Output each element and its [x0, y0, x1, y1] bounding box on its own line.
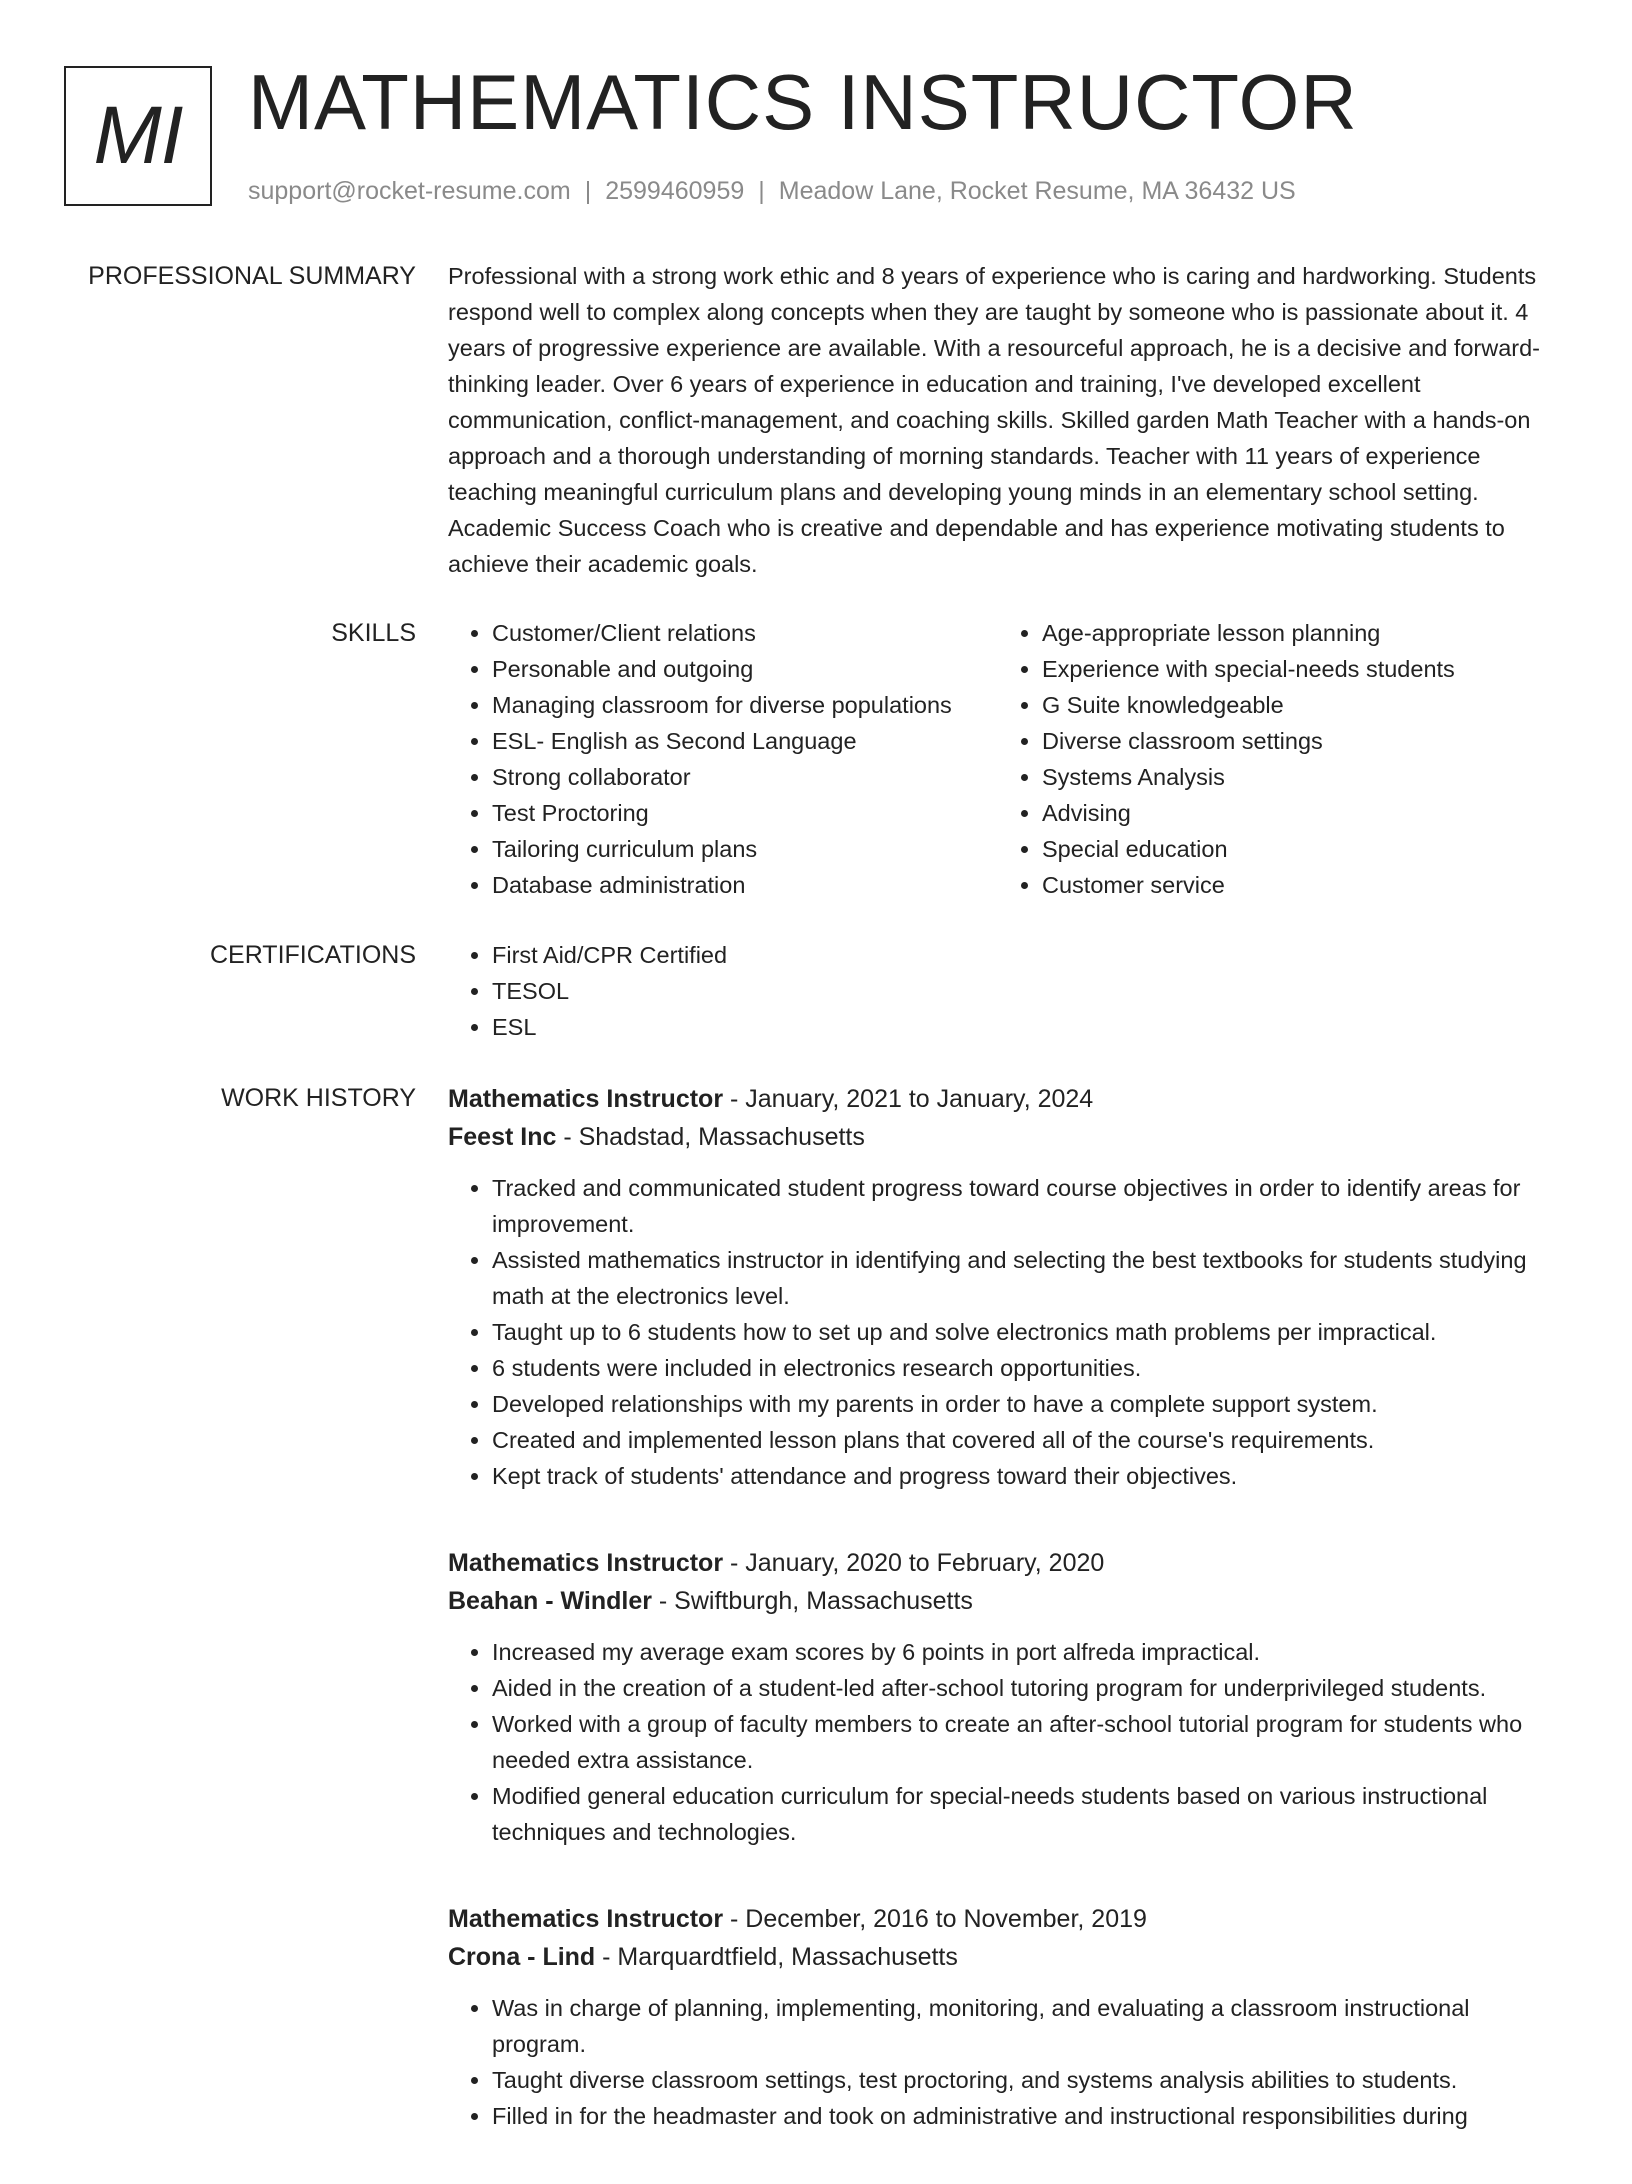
job-title-line: [448, 1544, 1566, 1582]
job-dates: - January, 2020 to February, 2020: [723, 1549, 1105, 1577]
contact-address: Meadow Lane, Rocket Resume, MA 36432 US: [778, 177, 1296, 205]
skill-item: • Customer/Client relations: [492, 615, 998, 651]
job-duty-item: • Filled in for the headmaster and took on administrative and instructional responsibilities during: [492, 2098, 1566, 2134]
contact-line: [248, 174, 1296, 208]
skill-item: • G Suite knowledgeable: [1042, 687, 1602, 723]
skill-item: • Test Proctoring: [492, 795, 998, 831]
contact-separator: |: [584, 177, 592, 205]
job-company-line: [448, 1118, 1566, 1156]
job-location: - Marquardtfield, Massachusetts: [595, 1943, 958, 1971]
job-duty-item: • Worked with a group of faculty members to create an after-school tutorial program for students who needed extra assistance.: [492, 1706, 1566, 1778]
work-history-body: [448, 1080, 1566, 2184]
skill-item: • Personable and outgoing: [492, 651, 998, 687]
skill-item: • Systems Analysis: [1042, 759, 1602, 795]
job-duty-item: • Assisted mathematics instructor in identifying and selecting the best textbooks for students studying math at the electronics level.: [492, 1242, 1566, 1314]
job-duties-list: [448, 1634, 1566, 1850]
job-duty-item: • Tracked and communicated student progress toward course objectives in order to identify areas for improvement.: [492, 1170, 1566, 1242]
skill-item: • Managing classroom for diverse populations: [492, 687, 998, 723]
certifications-heading: CERTIFICATIONS: [209, 941, 416, 969]
job-title-line: [448, 1900, 1566, 1938]
skill-item: • Age-appropriate lesson planning: [1042, 615, 1602, 651]
job-location: - Shadstad, Massachusetts: [556, 1123, 865, 1151]
job-company: Crona - Lind: [448, 1943, 596, 1971]
job-company: Feest Inc: [448, 1123, 557, 1151]
skill-item: • Database administration: [492, 867, 998, 903]
skill-item: • Diverse classroom settings: [1042, 723, 1602, 759]
summary-body: [448, 258, 1566, 582]
job-title: Mathematics Instructor: [448, 1549, 724, 1577]
job-location: - Swiftburgh, Massachusetts: [651, 1587, 973, 1615]
contact-email: support@rocket-resume.com: [248, 177, 571, 205]
certifications-body: [448, 937, 1566, 1045]
contact-phone: 2599460959: [605, 177, 745, 205]
job-duty-item: • 6 students were included in electronics research opportunities.: [492, 1350, 1566, 1386]
monogram-logo: MI: [64, 66, 212, 206]
certifications-list: [448, 937, 1566, 1045]
skill-item: • Customer service: [1042, 867, 1602, 903]
job-entry: [448, 1900, 1566, 2134]
job-dates: - January, 2021 to January, 2024: [723, 1085, 1094, 1113]
skill-item: • ESL- English as Second Language: [492, 723, 998, 759]
work-history-heading: WORK HISTORY: [221, 1084, 416, 1112]
job-duty-item: • Taught up to 6 students how to set up and solve electronics math problems per impractical.: [492, 1314, 1566, 1350]
job-duty-item: • Developed relationships with my parents in order to have a complete support system.: [492, 1386, 1566, 1422]
summary-text: Professional with a strong work ethic and 8 years of experience who is caring and hardworking. Students respond well to complex along concepts when they are taught by someone who is passionate about it. 4 years of progressive experience are available. With a resourceful approach, he is a decisive and forward-thinking leader. Over 6 years of experience in education and training, I've developed excellent communication, conflict-management, and coaching skills. Skilled garden Math Teacher with a hands-on approach and a thorough understanding of morning standards. Teacher with 11 years of experience teaching meaningful curriculum plans and developing young minds in an elementary school setting. Academic Success Coach who is creative and dependable and has experience motivating students to achieve their academic goals.: [448, 263, 1541, 577]
job-duty-item: • Kept track of students' attendance and progress toward their objectives.: [492, 1458, 1566, 1494]
job-entry: [448, 1544, 1566, 1850]
skills-body: [448, 615, 1566, 903]
job-duty-item: • Increased my average exam scores by 6 points in port alfreda impractical.: [492, 1634, 1566, 1670]
skill-item: • Strong collaborator: [492, 759, 998, 795]
skill-item: • Experience with special-needs students: [1042, 651, 1602, 687]
skill-item: • Special education: [1042, 831, 1602, 867]
job-duties-list: [448, 1170, 1566, 1494]
skills-list-right: [998, 615, 1602, 903]
job-company: Beahan - Windler: [448, 1587, 652, 1615]
job-company-line: [448, 1582, 1566, 1620]
job-duty-item: • Taught diverse classroom settings, test proctoring, and systems analysis abilities to students.: [492, 2062, 1566, 2098]
job-duty-item: • Aided in the creation of a student-led after-school tutoring program for underprivileged students.: [492, 1670, 1566, 1706]
job-dates: - December, 2016 to November, 2019: [723, 1905, 1147, 1933]
job-duties-list: [448, 1990, 1566, 2134]
job-duty-item: • Modified general education curriculum for special-needs students based on various instructional techniques and technologies.: [492, 1778, 1566, 1850]
job-duty-item: • Created and implemented lesson plans that covered all of the course's requirements.: [492, 1422, 1566, 1458]
skills-heading: SKILLS: [331, 619, 416, 647]
job-duty-item: • Was in charge of planning, implementing, monitoring, and evaluating a classroom instructional program.: [492, 1990, 1566, 2062]
certification-item: • ESL: [492, 1009, 1566, 1045]
job-title: Mathematics Instructor: [448, 1085, 724, 1113]
certification-item: • First Aid/CPR Certified: [492, 937, 1566, 973]
certification-item: • TESOL: [492, 973, 1566, 1009]
resume-title: MATHEMATICS INSTRUCTOR: [248, 58, 1358, 146]
skill-item: • Advising: [1042, 795, 1602, 831]
job-title: Mathematics Instructor: [448, 1905, 724, 1933]
job-entry: [448, 1080, 1566, 1494]
job-title-line: [448, 1080, 1566, 1118]
skill-item: • Tailoring curriculum plans: [492, 831, 998, 867]
skills-list-left: [448, 615, 998, 903]
contact-separator: |: [758, 177, 765, 205]
job-company-line: [448, 1938, 1566, 1976]
summary-heading: PROFESSIONAL SUMMARY: [88, 262, 416, 290]
